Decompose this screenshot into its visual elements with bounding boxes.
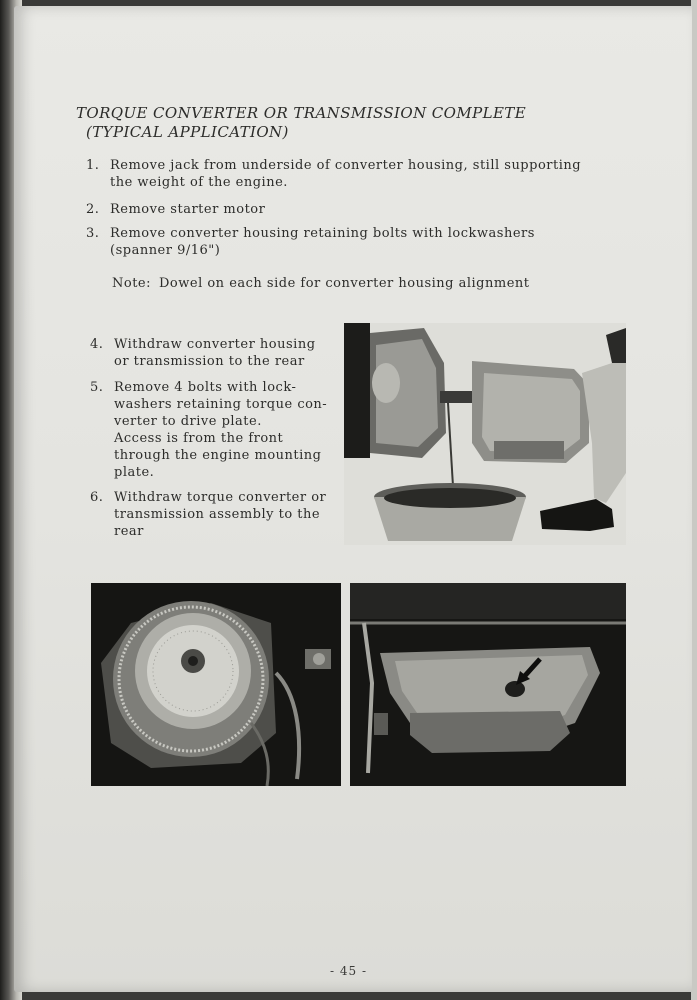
step-number: 2. — [86, 202, 100, 217]
torque-converter-illustration — [91, 583, 341, 786]
housing-underside-illustration — [350, 583, 626, 786]
transmission-removal-illustration — [344, 323, 626, 545]
step-4 — [90, 336, 340, 372]
step-5 — [90, 379, 340, 483]
step-line: or transmission to the rear — [114, 354, 305, 369]
heading-line-1: TORQUE CONVERTER OR TRANSMISSION COMPLETE — [76, 104, 527, 122]
step-line: Remove 4 bolts with lock- — [114, 380, 297, 395]
photo-transmission-removal — [344, 323, 626, 545]
step-text — [114, 336, 316, 370]
step-number: 1. — [86, 158, 100, 173]
step-text — [110, 157, 581, 191]
step-6 — [90, 489, 340, 543]
step-text — [114, 379, 327, 481]
step-number: 3. — [86, 226, 100, 241]
step-line: plate. — [114, 465, 155, 480]
step-line: transmission assembly to the — [114, 507, 321, 522]
step-number: 5. — [90, 380, 104, 395]
note-label: Note: — [112, 276, 151, 291]
step-line: (spanner 9/16") — [110, 243, 221, 258]
step-number: 6. — [90, 490, 104, 505]
step-line: Access is from the front — [114, 431, 284, 446]
heading-line-2: (TYPICAL APPLICATION) — [86, 123, 289, 141]
step-line: rear — [114, 524, 144, 539]
step-line: Remove jack from underside of converter housing, still supporting — [110, 158, 582, 173]
step-line: washers retaining torque con- — [114, 397, 328, 412]
step-line: Remove starter motor — [110, 202, 266, 217]
step-line: Remove converter housing retaining bolts with lockwashers — [110, 226, 535, 241]
note-text: Dowel on each side for converter housing alignment — [159, 276, 530, 291]
photo-torque-converter — [91, 583, 341, 786]
step-line: verter to drive plate. — [114, 414, 262, 429]
step-1 — [86, 157, 626, 193]
step-text — [110, 201, 265, 218]
step-line: through the engine mounting — [114, 448, 322, 463]
step-number: 4. — [90, 337, 104, 352]
step-line: Withdraw torque converter or — [114, 490, 327, 505]
step-3 — [86, 225, 626, 261]
note — [112, 276, 529, 291]
step-text — [110, 225, 535, 259]
step-text — [114, 489, 326, 540]
page-number: - 45 - — [330, 964, 368, 978]
step-line: Withdraw converter housing — [114, 337, 316, 352]
step-2 — [86, 201, 626, 219]
section-heading — [76, 104, 536, 142]
photo-housing-underside — [350, 583, 626, 786]
step-line: the weight of the engine. — [110, 175, 288, 190]
